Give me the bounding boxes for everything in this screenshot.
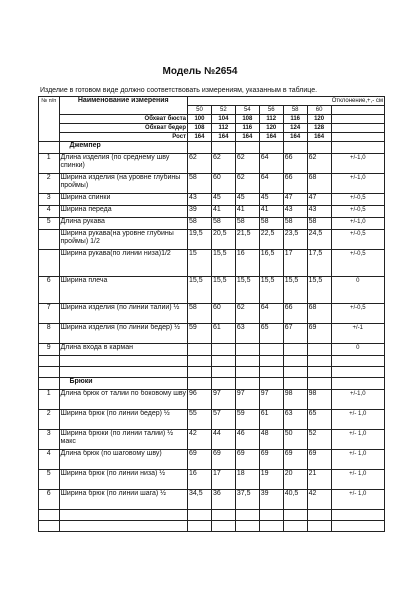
empty-cell [39,142,60,154]
size-header: 52 [211,106,235,115]
measurement-value: 44 [211,430,235,450]
empty-cell [331,142,384,154]
measurement-name: Ширина переда [59,206,188,218]
header-row [39,97,385,106]
measurement-name: Длина изделия (по среднему шву спинки) [59,154,188,174]
measurement-row [39,344,385,356]
body-measurement-value: 164 [259,133,283,142]
body-measurement-row [39,133,385,142]
measurement-row [39,304,385,324]
measurement-value [188,344,212,356]
measurement-value: 52 [307,430,331,450]
measurement-value [235,344,259,356]
measurement-value: 98 [283,390,307,410]
empty-cell [331,510,384,521]
body-measurement-value: 164 [283,133,307,142]
row-number: 2 [39,410,60,430]
empty-cell [235,378,259,390]
measurement-value: 62 [307,154,331,174]
measurement-row [39,174,385,194]
measurement-value: 36 [211,490,235,510]
row-number: 5 [39,218,60,230]
measurement-value: 20 [283,470,307,490]
tolerance-value: +/- 1,0 [331,410,384,430]
measurement-value: 62 [188,154,212,174]
row-number: 1 [39,390,60,410]
measurement-value: 34,5 [188,490,212,510]
measurement-value: 63 [283,410,307,430]
measurement-value: 19 [259,470,283,490]
measurement-name: Ширина рукава(по линии низа)1/2 [59,250,188,277]
measurement-row [39,230,385,250]
empty-cell [283,510,307,521]
measurement-value: 69 [259,450,283,470]
measurement-value: 48 [259,430,283,450]
measurement-value: 39 [259,490,283,510]
empty-cell [59,510,188,521]
empty-cell [188,378,212,390]
body-measurement-label: Рост [59,133,188,142]
measurement-value: 45 [259,194,283,206]
measurement-value: 21,5 [235,230,259,250]
empty-cell [235,142,259,154]
empty-cell [39,367,60,378]
measurement-name: Ширина спинки [59,194,188,206]
measurement-name: Ширина плеча [59,277,188,304]
measurement-value: 58 [235,218,259,230]
measurement-name: Ширина брюки (по линии талии) ½ макс [59,430,188,450]
size-header: 56 [259,106,283,115]
measurement-value: 50 [283,430,307,450]
empty-cell [188,521,212,532]
measurement-value: 15,5 [259,277,283,304]
row-number [39,250,60,277]
empty-cell [307,142,331,154]
tolerance-value: +/-0,5 [331,206,384,218]
measurement-value: 40,5 [283,490,307,510]
measurement-value: 57 [211,410,235,430]
body-measurement-value: 124 [283,124,307,133]
body-measurement-label: Обхват бюста [59,115,188,124]
spacer-row [39,356,385,367]
empty-cell [59,521,188,532]
number-column-header: № п/п [39,97,60,142]
tolerance-value: +/- 1,0 [331,470,384,490]
body-measurement-value: 120 [307,115,331,124]
tolerance-value: +/-0,5 [331,304,384,324]
empty-cell [211,142,235,154]
measurement-value: 21 [307,470,331,490]
measurement-value: 68 [307,174,331,194]
measurement-row [39,390,385,410]
body-measurement-value: 100 [188,115,212,124]
spacer-row [39,510,385,521]
body-measurement-value: 108 [188,124,212,133]
measurement-value: 66 [283,174,307,194]
measurement-value: 41 [235,206,259,218]
tolerance-column-header: Отклонение,+,- см [188,97,385,106]
measurement-name: Ширина изделия (на уровне глубины проймы) [59,174,188,194]
measurement-value: 66 [283,304,307,324]
empty-cell [211,378,235,390]
measurement-row [39,450,385,470]
measurement-value [307,344,331,356]
measurement-name: Длина брюк (по шаговому шву) [59,450,188,470]
tolerance-value: +/- 1,0 [331,450,384,470]
measurement-value: 64 [259,154,283,174]
measurement-value: 17,5 [307,250,331,277]
body-measurement-value: 112 [259,115,283,124]
empty-cell [39,510,60,521]
measurement-value: 63 [235,324,259,344]
body-measurement-value: 128 [307,124,331,133]
measurement-row [39,410,385,430]
section-title: Джемпер [59,142,188,154]
measurement-value: 16,5 [259,250,283,277]
empty-cell [331,124,384,133]
empty-cell [188,356,212,367]
empty-cell [59,356,188,367]
size-header: 60 [307,106,331,115]
measurement-value: 45 [211,194,235,206]
measurement-value: 42 [188,430,212,450]
measurement-value: 97 [235,390,259,410]
measurement-value: 69 [307,450,331,470]
row-number: 1 [39,154,60,174]
measurement-value: 58 [307,218,331,230]
measurement-value: 24,5 [307,230,331,250]
document-title: Модель №2654 [162,66,238,77]
measurement-value: 58 [211,218,235,230]
measurement-table [38,96,385,532]
size-header: 58 [283,106,307,115]
measurement-value: 17 [211,470,235,490]
measurement-value: 47 [307,194,331,206]
measurement-name: Ширина изделия (по линии бедер) ½ [59,324,188,344]
measurement-value: 39 [188,206,212,218]
empty-cell [307,521,331,532]
measurement-value: 61 [211,324,235,344]
measurement-value: 58 [259,218,283,230]
spacer-row [39,521,385,532]
measurement-value: 68 [307,304,331,324]
measurement-name: Длина брюк от талии по боковому шву [59,390,188,410]
measurement-row [39,277,385,304]
measurement-value [259,344,283,356]
body-measurement-value: 108 [235,115,259,124]
tolerance-value: +/-1,0 [331,218,384,230]
measurement-name: Длина рукава [59,218,188,230]
measurement-value: 23,5 [283,230,307,250]
measurement-value: 42 [307,490,331,510]
section-title: Брюки [59,378,188,390]
row-number: 8 [39,324,60,344]
measurement-value: 22,5 [259,230,283,250]
document-subtitle: Изделие в готовом виде должно соответствовать измерениям, указанным в таблице. [40,87,318,94]
measurement-value: 97 [259,390,283,410]
body-measurement-value: 104 [211,115,235,124]
measurement-value: 58 [188,218,212,230]
tolerance-value: +/- 1,0 [331,490,384,510]
empty-cell [59,367,188,378]
measurement-value: 69 [283,450,307,470]
measurement-value [283,344,307,356]
measurement-value: 62 [235,154,259,174]
empty-cell [211,510,235,521]
measurement-name: Ширина брюк (по линии шага) ½ [59,490,188,510]
row-number: 3 [39,430,60,450]
measurement-value: 60 [211,174,235,194]
empty-cell [235,521,259,532]
measurement-row [39,470,385,490]
measurement-value: 64 [259,174,283,194]
body-measurement-value: 120 [259,124,283,133]
measurement-value: 66 [283,154,307,174]
empty-cell [283,367,307,378]
measurement-value: 37,5 [235,490,259,510]
body-measurement-row [39,115,385,124]
row-number: 4 [39,206,60,218]
measurement-value: 69 [307,324,331,344]
empty-cell [307,378,331,390]
row-number: 9 [39,344,60,356]
measurement-value: 17 [283,250,307,277]
empty-cell [331,106,384,115]
measurement-value: 19,5 [188,230,212,250]
empty-cell [307,367,331,378]
measurement-row [39,430,385,450]
empty-cell [331,356,384,367]
empty-cell [39,521,60,532]
row-number: 6 [39,490,60,510]
body-measurement-value: 116 [283,115,307,124]
body-measurement-value: 164 [188,133,212,142]
empty-cell [188,510,212,521]
measurement-row [39,250,385,277]
row-number: 7 [39,304,60,324]
empty-cell [283,142,307,154]
measurement-value: 16 [235,250,259,277]
empty-cell [259,378,283,390]
measurement-value: 62 [211,154,235,174]
empty-cell [259,367,283,378]
measurement-value: 20,5 [211,230,235,250]
empty-cell [331,367,384,378]
measurement-row [39,154,385,174]
size-header: 50 [188,106,212,115]
measurement-value: 15,5 [283,277,307,304]
tolerance-value: 0 [331,344,384,356]
row-number [39,230,60,250]
empty-cell [188,367,212,378]
body-measurement-value: 164 [235,133,259,142]
body-measurement-value: 164 [307,133,331,142]
measurement-value: 69 [188,450,212,470]
measurement-value: 59 [235,410,259,430]
measurement-value: 55 [188,410,212,430]
measurement-value: 15 [188,250,212,277]
measurement-row [39,218,385,230]
empty-cell [235,356,259,367]
tolerance-value: +/- 1,0 [331,430,384,450]
empty-cell [188,142,212,154]
measurement-value: 59 [188,324,212,344]
empty-cell [211,367,235,378]
measurement-value: 58 [188,304,212,324]
measurement-value: 41 [211,206,235,218]
measurement-value: 97 [211,390,235,410]
measurement-value: 43 [188,194,212,206]
measurement-value: 45 [235,194,259,206]
empty-cell [283,356,307,367]
section-header-row [39,378,385,390]
measurement-name: Ширина изделия (по линии талии) ½ [59,304,188,324]
body-measurement-value: 112 [211,124,235,133]
measurement-value: 15,5 [211,250,235,277]
row-number: 6 [39,277,60,304]
name-column-header: Наименование измерения [59,97,188,115]
empty-cell [331,133,384,142]
measurement-value: 96 [188,390,212,410]
empty-cell [235,510,259,521]
measurement-value: 43 [283,206,307,218]
empty-cell [283,378,307,390]
empty-cell [259,510,283,521]
empty-cell [39,356,60,367]
tolerance-value: +/-1,0 [331,174,384,194]
empty-cell [235,367,259,378]
tolerance-value: +/-1,0 [331,154,384,174]
empty-cell [211,356,235,367]
measurement-value: 15,5 [235,277,259,304]
body-measurement-value: 164 [211,133,235,142]
measurement-row [39,324,385,344]
measurement-value: 18 [235,470,259,490]
measurement-value: 62 [235,174,259,194]
measurement-row [39,490,385,510]
measurement-value: 69 [235,450,259,470]
tolerance-value: +/-0,5 [331,230,384,250]
row-number: 5 [39,470,60,490]
empty-cell [259,521,283,532]
empty-cell [307,510,331,521]
empty-cell [307,356,331,367]
empty-cell [331,521,384,532]
tolerance-value: +/-0,5 [331,194,384,206]
measurement-value: 60 [211,304,235,324]
body-measurement-row [39,124,385,133]
measurement-value: 43 [307,206,331,218]
empty-cell [259,356,283,367]
measurement-value: 16 [188,470,212,490]
measurement-value: 47 [283,194,307,206]
empty-cell [331,115,384,124]
measurement-value: 41 [259,206,283,218]
measurement-value: 58 [283,218,307,230]
measurement-value: 46 [235,430,259,450]
measurement-value: 69 [211,450,235,470]
section-header-row [39,142,385,154]
measurement-value: 98 [307,390,331,410]
measurement-row [39,206,385,218]
empty-cell [283,521,307,532]
measurement-value: 65 [307,410,331,430]
measurement-value: 58 [188,174,212,194]
tolerance-value: 0 [331,277,384,304]
empty-cell [259,142,283,154]
row-number: 3 [39,194,60,206]
measurement-name: Ширина брюк (по линии низа) ½ [59,470,188,490]
tolerance-value: +/-1,0 [331,390,384,410]
empty-cell [211,521,235,532]
measurement-value: 15,5 [188,277,212,304]
row-number: 2 [39,174,60,194]
empty-cell [39,378,60,390]
body-measurement-label: Обхват бедер [59,124,188,133]
measurement-name: Длина входа в карман [59,344,188,356]
measurement-name: Ширина брюк (по линии бедер) ½ [59,410,188,430]
measurement-value [211,344,235,356]
empty-cell [331,378,384,390]
row-number: 4 [39,450,60,470]
measurement-value: 64 [259,304,283,324]
size-header: 54 [235,106,259,115]
measurement-value: 15,5 [211,277,235,304]
measurement-value: 62 [235,304,259,324]
measurement-value: 67 [283,324,307,344]
measurement-value: 61 [259,410,283,430]
measurement-value: 15,5 [307,277,331,304]
tolerance-value: +/-1 [331,324,384,344]
tolerance-value: +/-0,5 [331,250,384,277]
measurement-value: 65 [259,324,283,344]
spacer-row [39,367,385,378]
body-measurement-value: 116 [235,124,259,133]
measurement-row [39,194,385,206]
measurement-name: Ширина рукава(на уровне глубины проймы) 1/2 [59,230,188,250]
